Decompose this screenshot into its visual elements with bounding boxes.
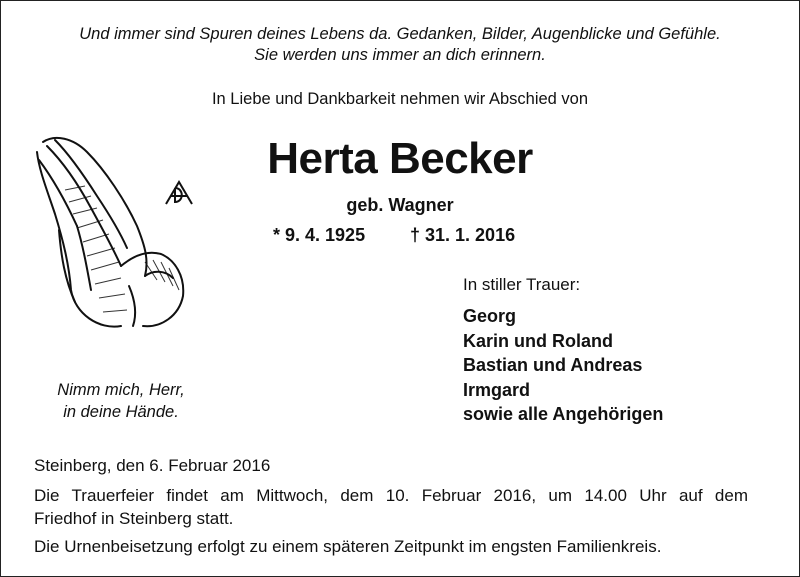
- birth-date: * 9. 4. 1925: [273, 225, 366, 245]
- mourners-list: [463, 304, 663, 427]
- urn-burial-text: Die Urnenbeisetzung erfolgt zu einem späteren Zeitpunkt im engsten Familienkreis.: [34, 537, 662, 556]
- death-date: † 31. 1. 2016: [410, 225, 516, 245]
- mourners-heading: In stiller Trauer:: [463, 275, 581, 294]
- mourner-name: Karin und Roland: [463, 330, 613, 351]
- quote-line-2: Sie werden uns immer an dich erinnern.: [254, 46, 546, 64]
- mourner-name: Georg: [463, 306, 517, 326]
- mourner-name: Bastian und Andreas: [463, 355, 643, 375]
- praying-hands-illustration: [25, 130, 225, 340]
- quote-line-1: Und immer sind Spuren deines Lebens da. Gedanken, Bilder, Augenblicke und Gefühle.: [79, 25, 721, 43]
- funeral-text-line-1: Die Trauerfeier findet am Mittwoch, dem 10. Februar 2016, um 14.00 Uhr auf dem: [34, 486, 748, 505]
- place-date: Steinberg, den 6. Februar 2016: [34, 456, 271, 475]
- mourner-name: sowie alle Angehörigen: [463, 404, 664, 424]
- funeral-text-line-2: Friedhof in Steinberg statt.: [34, 509, 234, 528]
- prayer-line-1: Nimm mich, Herr,: [57, 381, 185, 399]
- prayer-line-2: in deine Hände.: [63, 403, 179, 421]
- durer-monogram: [164, 180, 194, 206]
- intro-text: In Liebe und Dankbarkeit nehmen wir Abschied von: [211, 90, 589, 108]
- born-name: geb. Wagner: [346, 195, 454, 215]
- mourner-name: Irmgard: [463, 379, 531, 400]
- deceased-name: Herta Becker: [267, 134, 533, 183]
